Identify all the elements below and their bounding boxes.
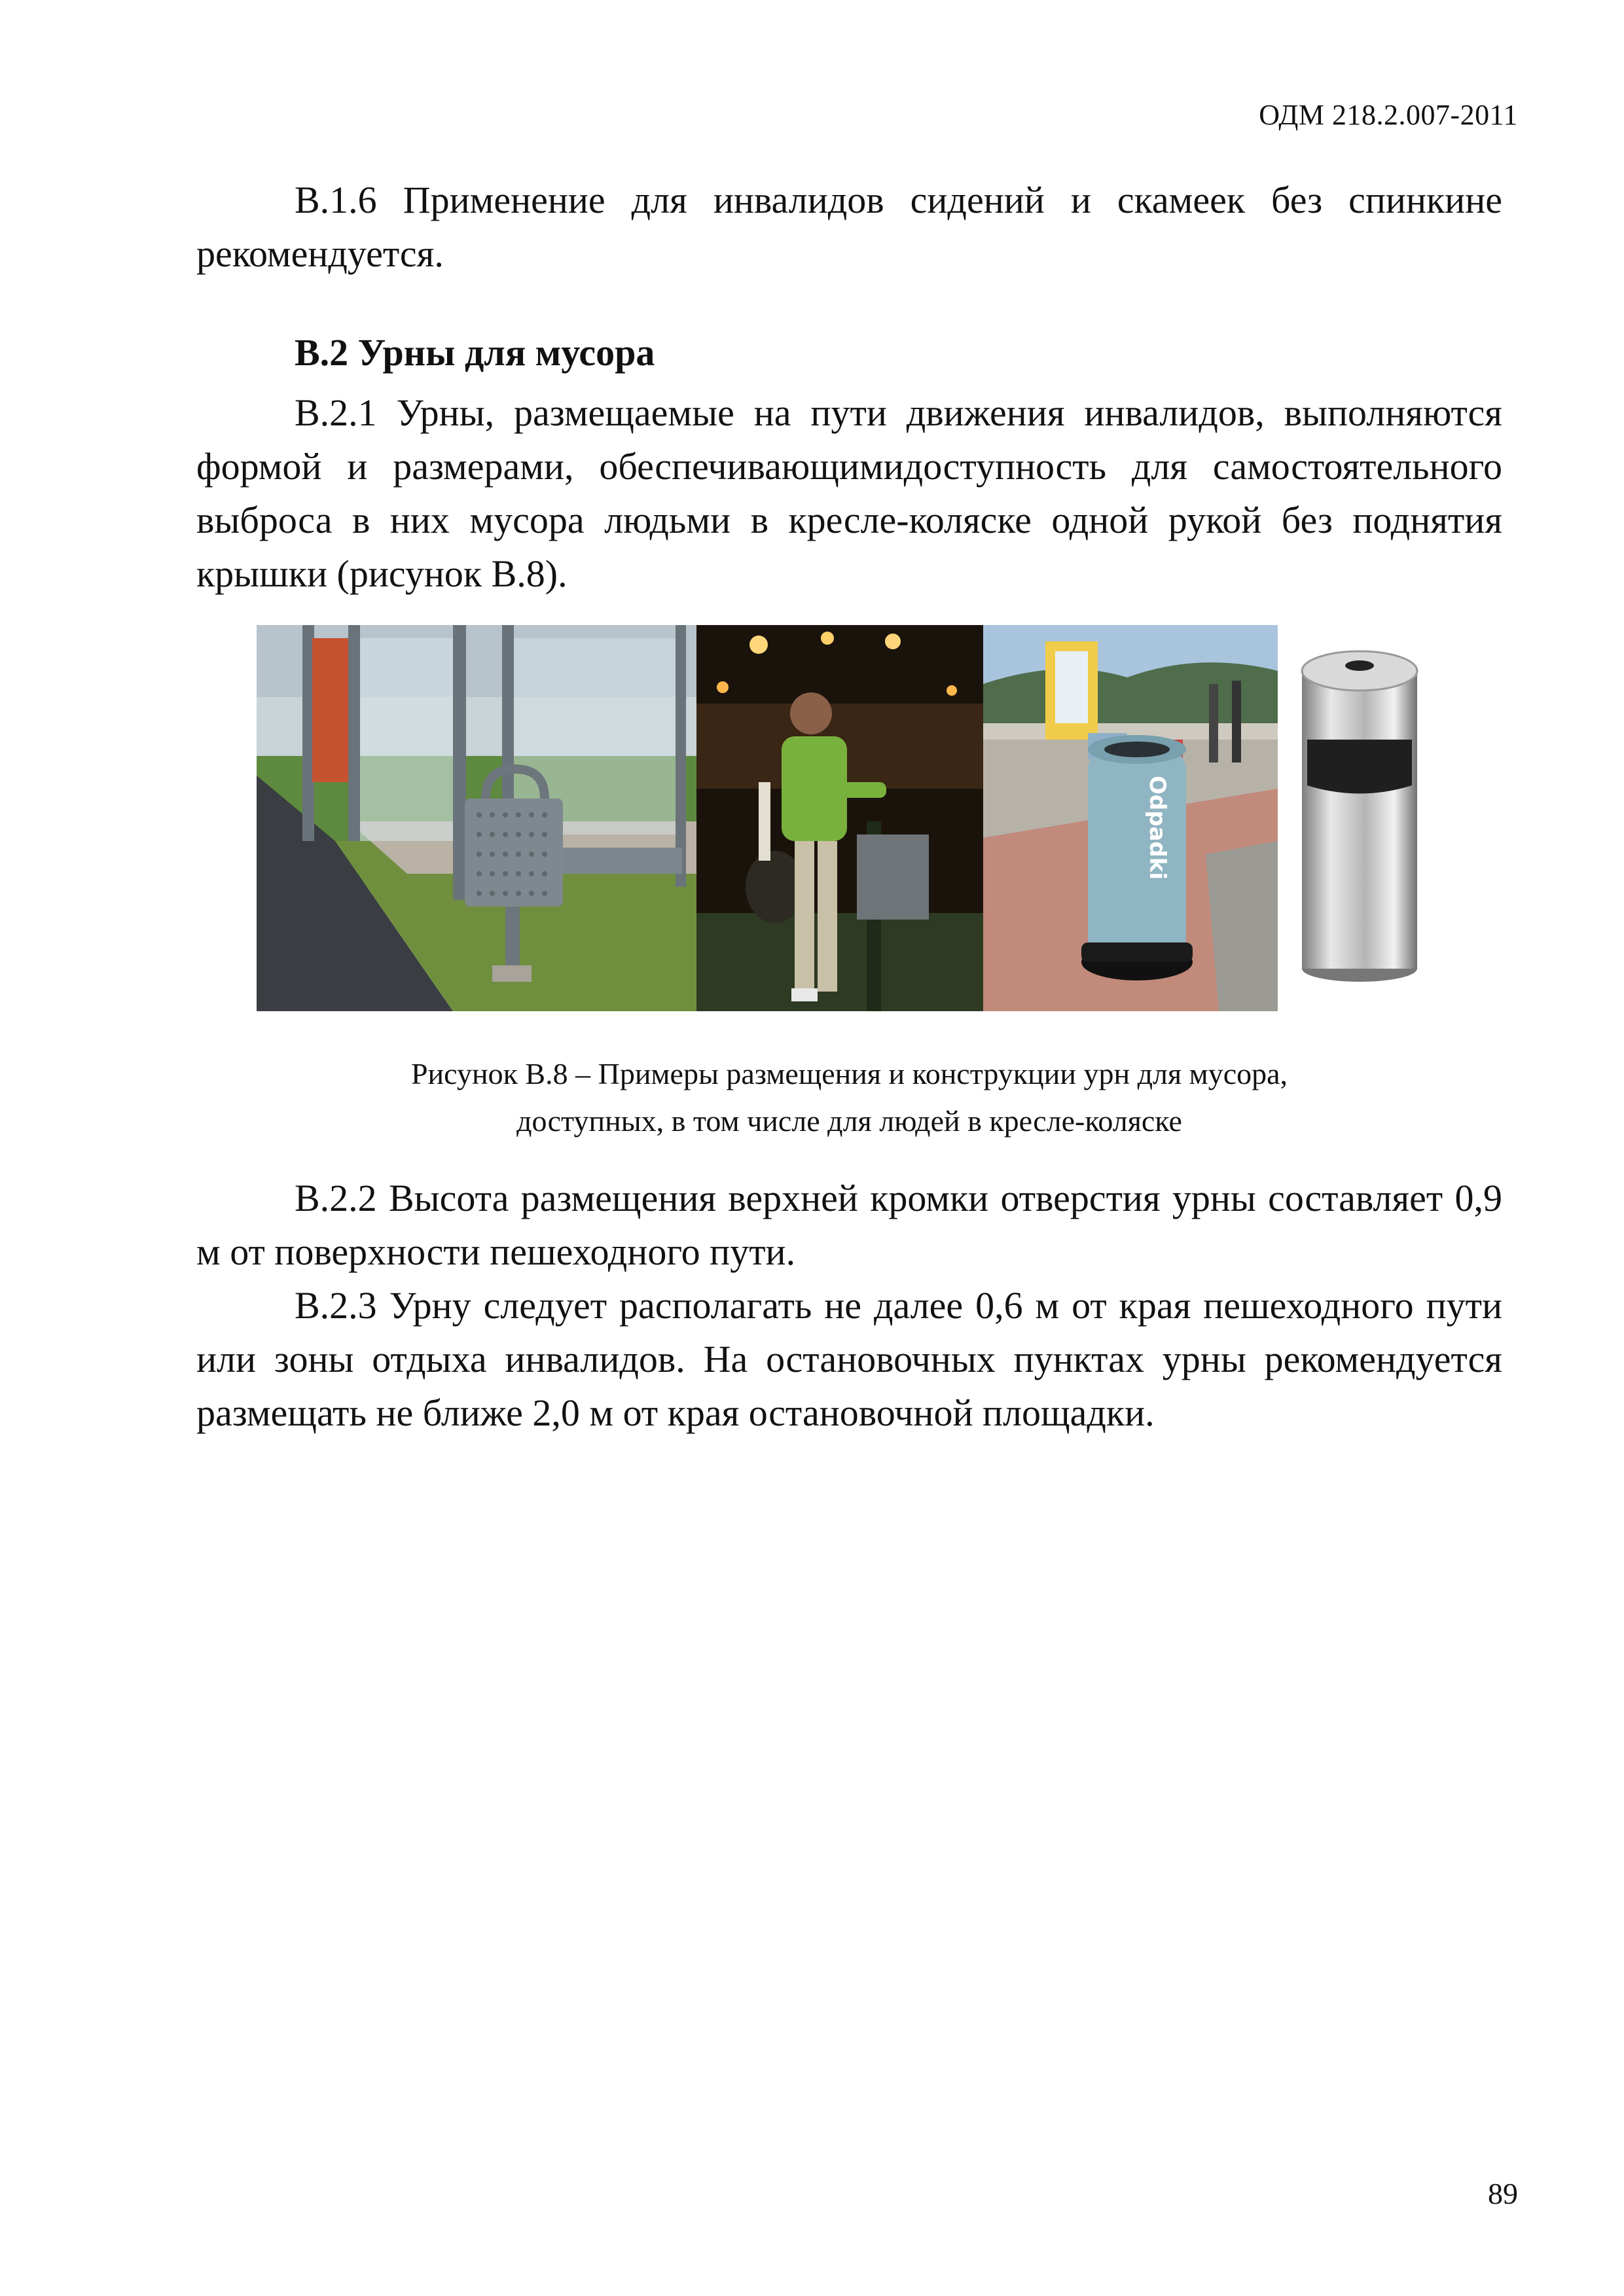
- figure-caption: [196, 1050, 1502, 1145]
- photo-steel-bin: [1278, 625, 1441, 1011]
- paragraph-b16: В.1.6 Применение для инвалидов сидений и скамеек без спинкине рекомендуется.: [196, 179, 1502, 275]
- figure-caption-line-1: Рисунок В.8 – Примеры размещения и конструкции урн для мусора,: [410, 1057, 1288, 1090]
- paragraph-b22: В.2.2 Высота размещения верхней кромки отверстия урны составляет 0,9 м от поверхности пешеходного пути.: [196, 1177, 1502, 1273]
- figure-b8: [257, 625, 1441, 1011]
- paragraph-b21: В.2.1 Урны, размещаемые на пути движения инвалидов, выполняются формой и размерами, обеспечивающимидоступность для самостоятельного выброса в них мусора людьми в кресле-коляске одной рукой без поднятия крышки (рисунок В.8).: [196, 391, 1502, 595]
- document-code: ОДМ 218.2.007-2011: [1259, 99, 1518, 131]
- photo-bus-stop-bin: [257, 625, 696, 1011]
- section-heading-b2: В.2 Урны для мусора: [295, 331, 655, 374]
- photo-night-bin: [696, 625, 983, 1011]
- paragraph-b23: В.2.3 Урну следует располагать не далее 0,6 м от края пешеходного пути или зоны отдыха инвалидов. На остановочных пунктах урны рекомендуется размещать не ближе 2,0 м от края остановочной площадки.: [196, 1284, 1502, 1434]
- bin-label: Odpadki: [1144, 776, 1170, 880]
- page-number: 89: [1488, 2177, 1518, 2210]
- photo-street-bin: [983, 625, 1278, 1011]
- figure-caption-line-2: доступных, в том числе для людей в кресле-коляске: [516, 1104, 1182, 1138]
